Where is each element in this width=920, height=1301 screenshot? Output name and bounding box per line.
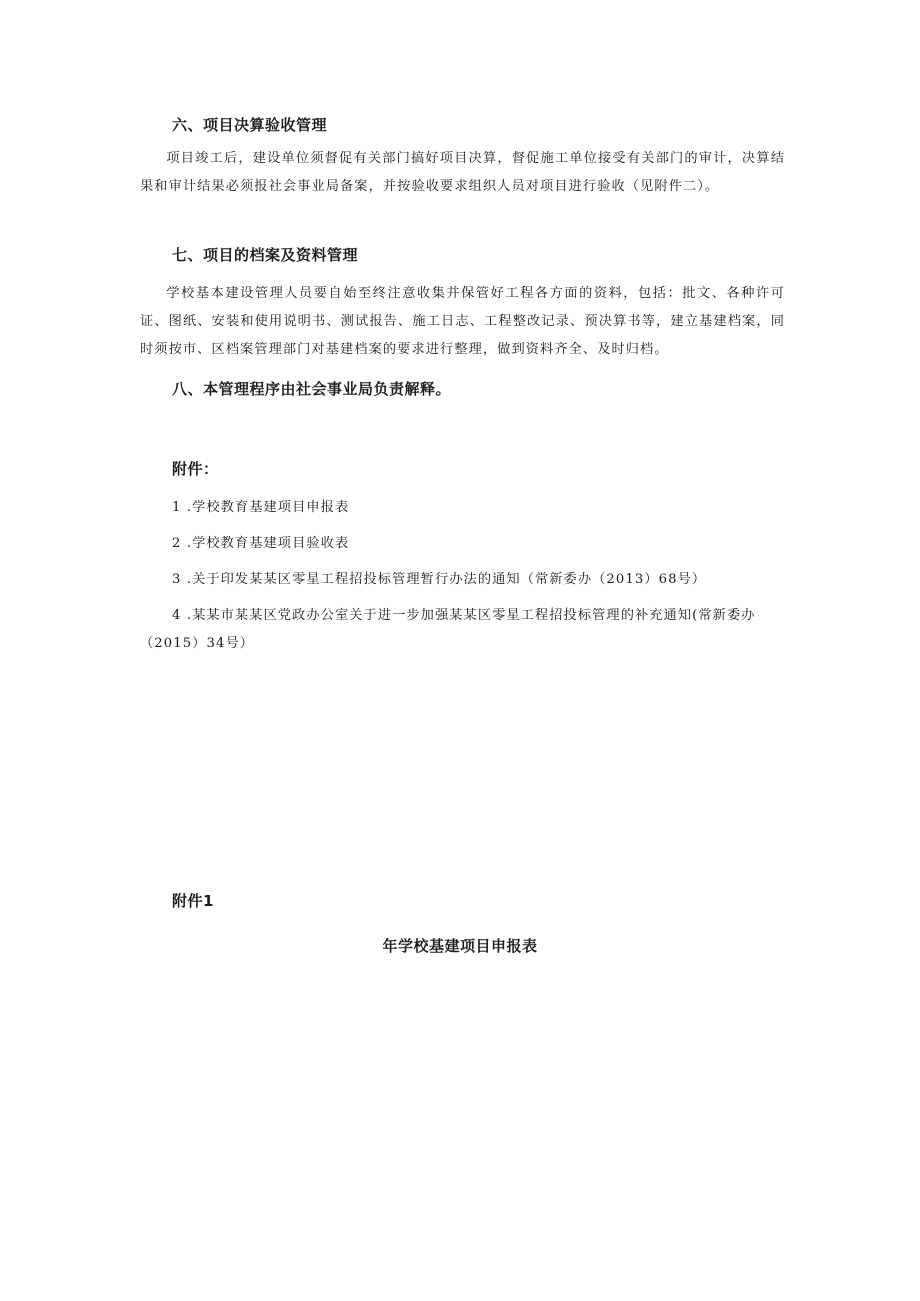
attachment-item-3: 3 .关于印发某某区零星工程招投标管理暂行办法的通知（常新委办（2013）68号） (172, 572, 707, 587)
section-7-heading: 七、项目的档案及资料管理 (172, 246, 359, 264)
attachment-item-2: 2 .学校教育基建项目验收表 (172, 536, 350, 551)
attachments-label: 附件： (172, 460, 219, 478)
appendix-title: 年学校基建项目申报表 (382, 937, 538, 955)
section-6-body: 项目竣工后，建设单位须督促有关部门搞好项目决算，督促施工单位接受有关部门的审计，决算结果和审计结果必须报社会事业局备案，并按验收要求组织人员对项目进行验收（见附件二）。 (140, 151, 785, 194)
attachment-item-4: 4 .某某市某某区党政办公室关于进一步加强某某区零星工程招投标管理的补充通知(常新委办（2015）34号） (140, 608, 756, 651)
section-6-heading: 六、项目决算验收管理 (172, 116, 328, 134)
attachment-item-1: 1 .学校教育基建项目申报表 (172, 500, 350, 515)
section-7-body: 学校基本建设管理人员要自始至终注意收集并保管好工程各方面的资料，包括：批文、各种许可证、图纸、安装和使用说明书、测试报告、施工日志、工程整改记录、预决算书等，建立基建档案，同时须按市、区档案管理部门对基建档案的要求进行整理，做到资料齐全、及时归档。 (140, 286, 785, 357)
section-8-heading: 八、本管理程序由社会事业局负责解释。 (172, 380, 452, 398)
appendix-label: 附件1 (172, 892, 214, 910)
